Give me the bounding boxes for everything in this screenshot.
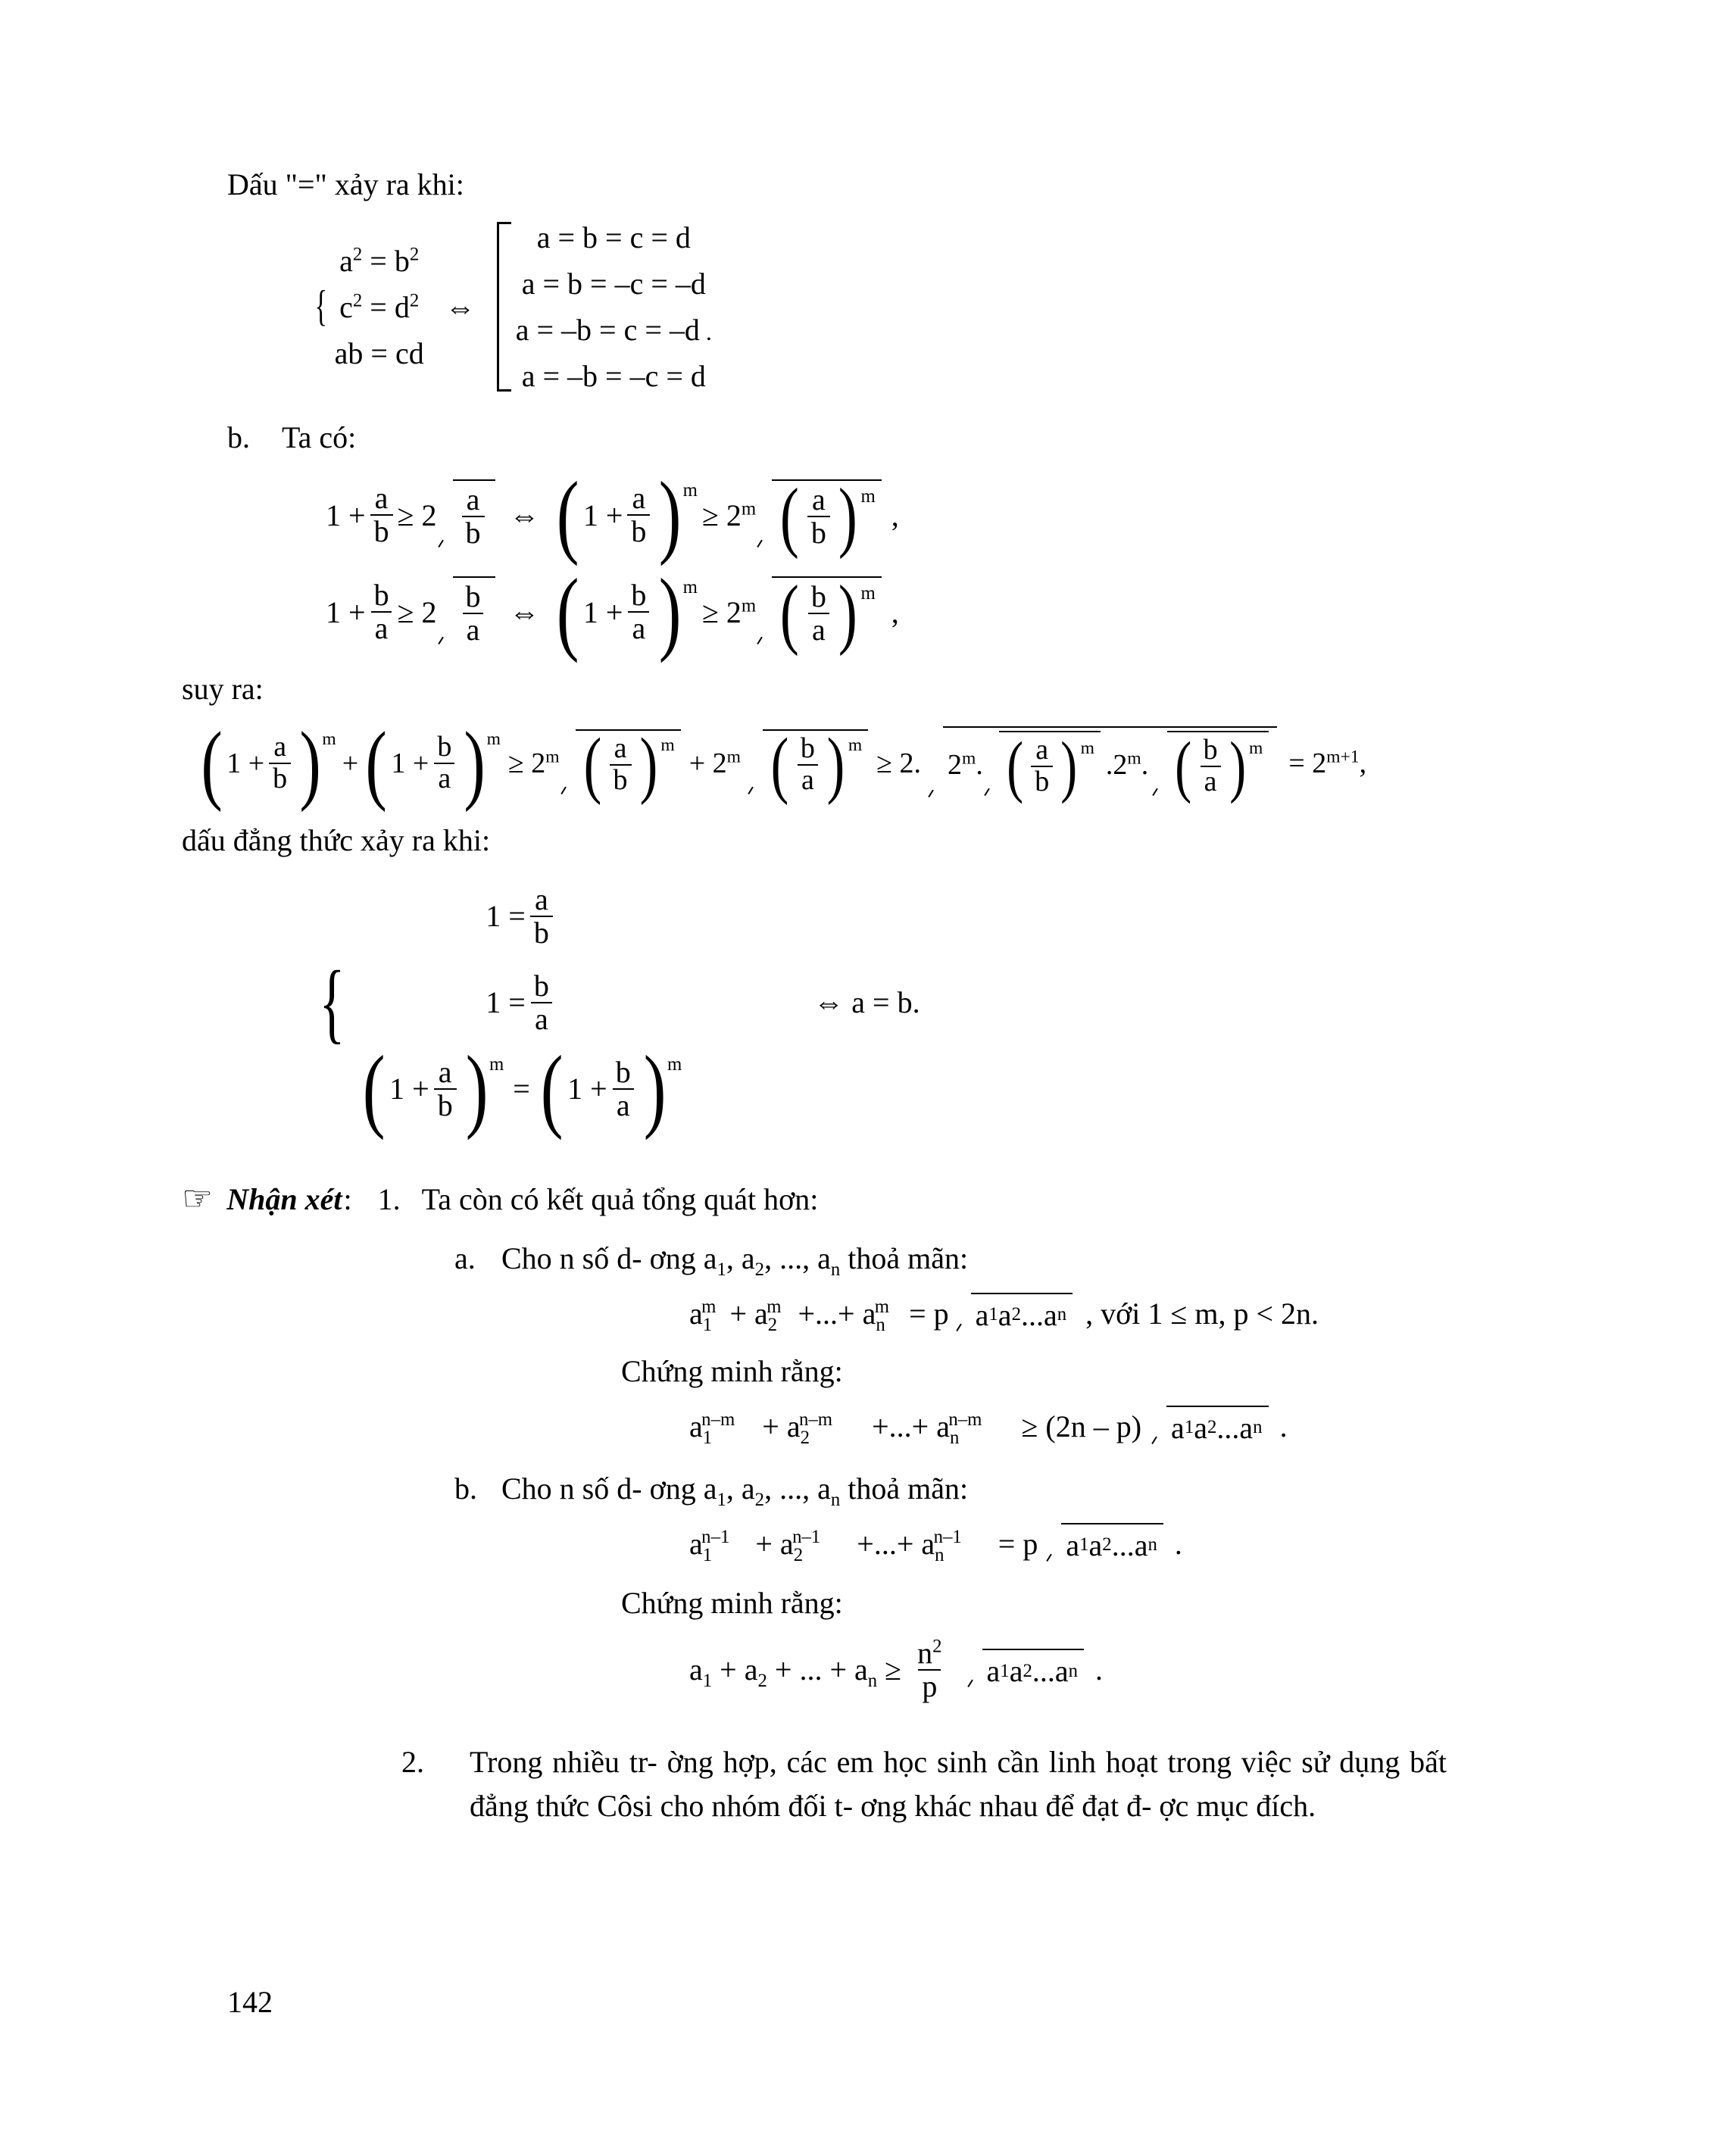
inequality-2: 1 + $\frac{b}{a}$ ≥ 2 $\frac{b}{a}$ ⇔ ( 1 + $\frac{b}{a}$ ) m ≥ $2^m$ ( $\frac{b}{a}$ ) m , — [326, 559, 899, 663]
system-2-row-3: ( 1 + $\frac{a}{b}$ ) m = ( 1 + $\frac{b}{a}$ ) m — [362, 1036, 682, 1141]
remark-sub-b-text: Cho n số d- ơng $a_1$, $a_2$, ..., $a_n$ thoả mãn: — [501, 1471, 969, 1510]
system-1-right-row-1: a = b = c = d — [536, 220, 691, 254]
system-1-right-rows — [516, 214, 712, 399]
remark-item1-number: 1. — [377, 1181, 401, 1216]
remark-sub-a-label: a. — [454, 1240, 476, 1275]
system-2-row-2: 1 = $\frac{b}{a}$ — [486, 960, 557, 1046]
formula-a2: $a_1^{n-m}$ + $a_2^{n-m}$ +...+ $a_n^{n-m}$ ≥ (2n – p) a 1 a 2 ...a n . — [689, 1406, 1530, 1447]
chung-minh-2: Chứng minh rằng: — [621, 1585, 843, 1620]
system-1-left-row-3: ab = cd — [334, 335, 424, 370]
equal-case-intro: Dấu "=" xảy ra khi: — [227, 167, 464, 201]
system-2-brace: { — [319, 952, 345, 1053]
remark-sub-a-text: Cho n số d- ơng $a_1$, $a_2$, ..., $a_n$ thoả mãn: — [501, 1240, 969, 1280]
system-2-rows — [358, 873, 685, 1141]
right-bracket — [497, 222, 511, 392]
chung-minh-1: Chứng minh rằng: — [621, 1353, 843, 1388]
remark-item1-text: Ta còn có kết quả tổng quát hơn: — [421, 1181, 819, 1216]
system-1-right-row-4: a = –b = –c = d — [521, 359, 706, 393]
system-1-left-row-2: $c^2 = d^2$ — [339, 289, 420, 324]
system-2-result: ⇔ a = b. — [813, 985, 920, 1020]
formula-b2: $a_1 + a_2$ + ... + $a_n$ ≥ $\frac{n^2}{p}$ a 1 a 2 ...a n . — [689, 1635, 1104, 1703]
system-1-right-row-3: a = –b = c = –d . — [515, 313, 712, 347]
part-b-text: Ta có: — [282, 420, 357, 454]
page-content — [182, 163, 1530, 1828]
system-1-left-row-1: $a^2 = b^2$ — [339, 243, 420, 278]
inequality-3: ( 1 + $\frac{a}{b}$ ) m + ( 1 + $\frac{b}{a}$ ) m ≥ $2^m$ ( $\frac{a}{b}$ ) m + $2^m$ ( $\frac{b}{a}$ ) m ≥ 2. 2$^m$. ( $\frac{a}{b}$ ) m .2$^m$. ( $\frac{b}{a}$ ) m = $2^{m+1}$, — [201, 713, 1367, 813]
remark-item2-number: 2. — [401, 1744, 424, 1779]
system-1-right-row-2: a = b = –c = –d — [521, 267, 706, 301]
part-b-heading — [227, 416, 1530, 460]
remark-sub-b-label: b. — [454, 1471, 477, 1506]
remark-block — [182, 1178, 1530, 1222]
system-1 — [311, 214, 1530, 399]
left-brace: { — [314, 282, 328, 330]
pointing-hand-icon: ☞ — [182, 1178, 214, 1218]
part-b-label: b. — [227, 420, 250, 454]
remark-item2-text: Trong nhiều tr- ờng hợp, các em học sinh cần linh hoạt trong việc sử dụng bất đẳng thức Côsi cho nhóm đối t- ơng khác nhau để đạt đ- ợc mục đích. — [470, 1744, 1447, 1823]
system-1-connector: ⇔ — [445, 289, 476, 324]
system-2-row-1: 1 = $\frac{a}{b}$ — [486, 873, 557, 960]
formula-a1-trailing: , với 1 ≤ m, p < 2n. — [1085, 1296, 1319, 1331]
formula-a1: $a_1^m$ + $a_2^m$ +...+ $a_n^m$ = p a 1 a 2 ...a n , với 1 ≤ m, p < 2n. — [689, 1293, 1530, 1334]
page-number: 142 — [227, 1985, 273, 2019]
system-1-left-rows — [335, 238, 424, 376]
remark-label: Nhận xét — [226, 1181, 342, 1216]
remark-sub-a — [454, 1237, 1530, 1281]
inequality-1: 1 + $\frac{a}{b}$ ≥ 2 $\frac{a}{b}$ ⇔ ( 1 + $\frac{a}{b}$ ) m ≥ $2^m$ ( $\frac{a}{b}$ ) m , — [326, 462, 899, 566]
equality-intro: dấu đẳng thức xảy ra khi: — [182, 822, 491, 857]
suy-ra-text: suy ra: — [182, 672, 264, 706]
formula-b1: $a_1^{n-1}$ + $a_2^{n-1}$ +...+ $a_n^{n-1}$ = p a 1 a 2 ...a n . — [689, 1523, 1530, 1565]
remark-item-2 — [401, 1740, 1530, 1828]
remark-sub-b — [454, 1467, 1530, 1511]
remark-colon: : — [343, 1181, 352, 1216]
system-2 — [311, 873, 1530, 1141]
